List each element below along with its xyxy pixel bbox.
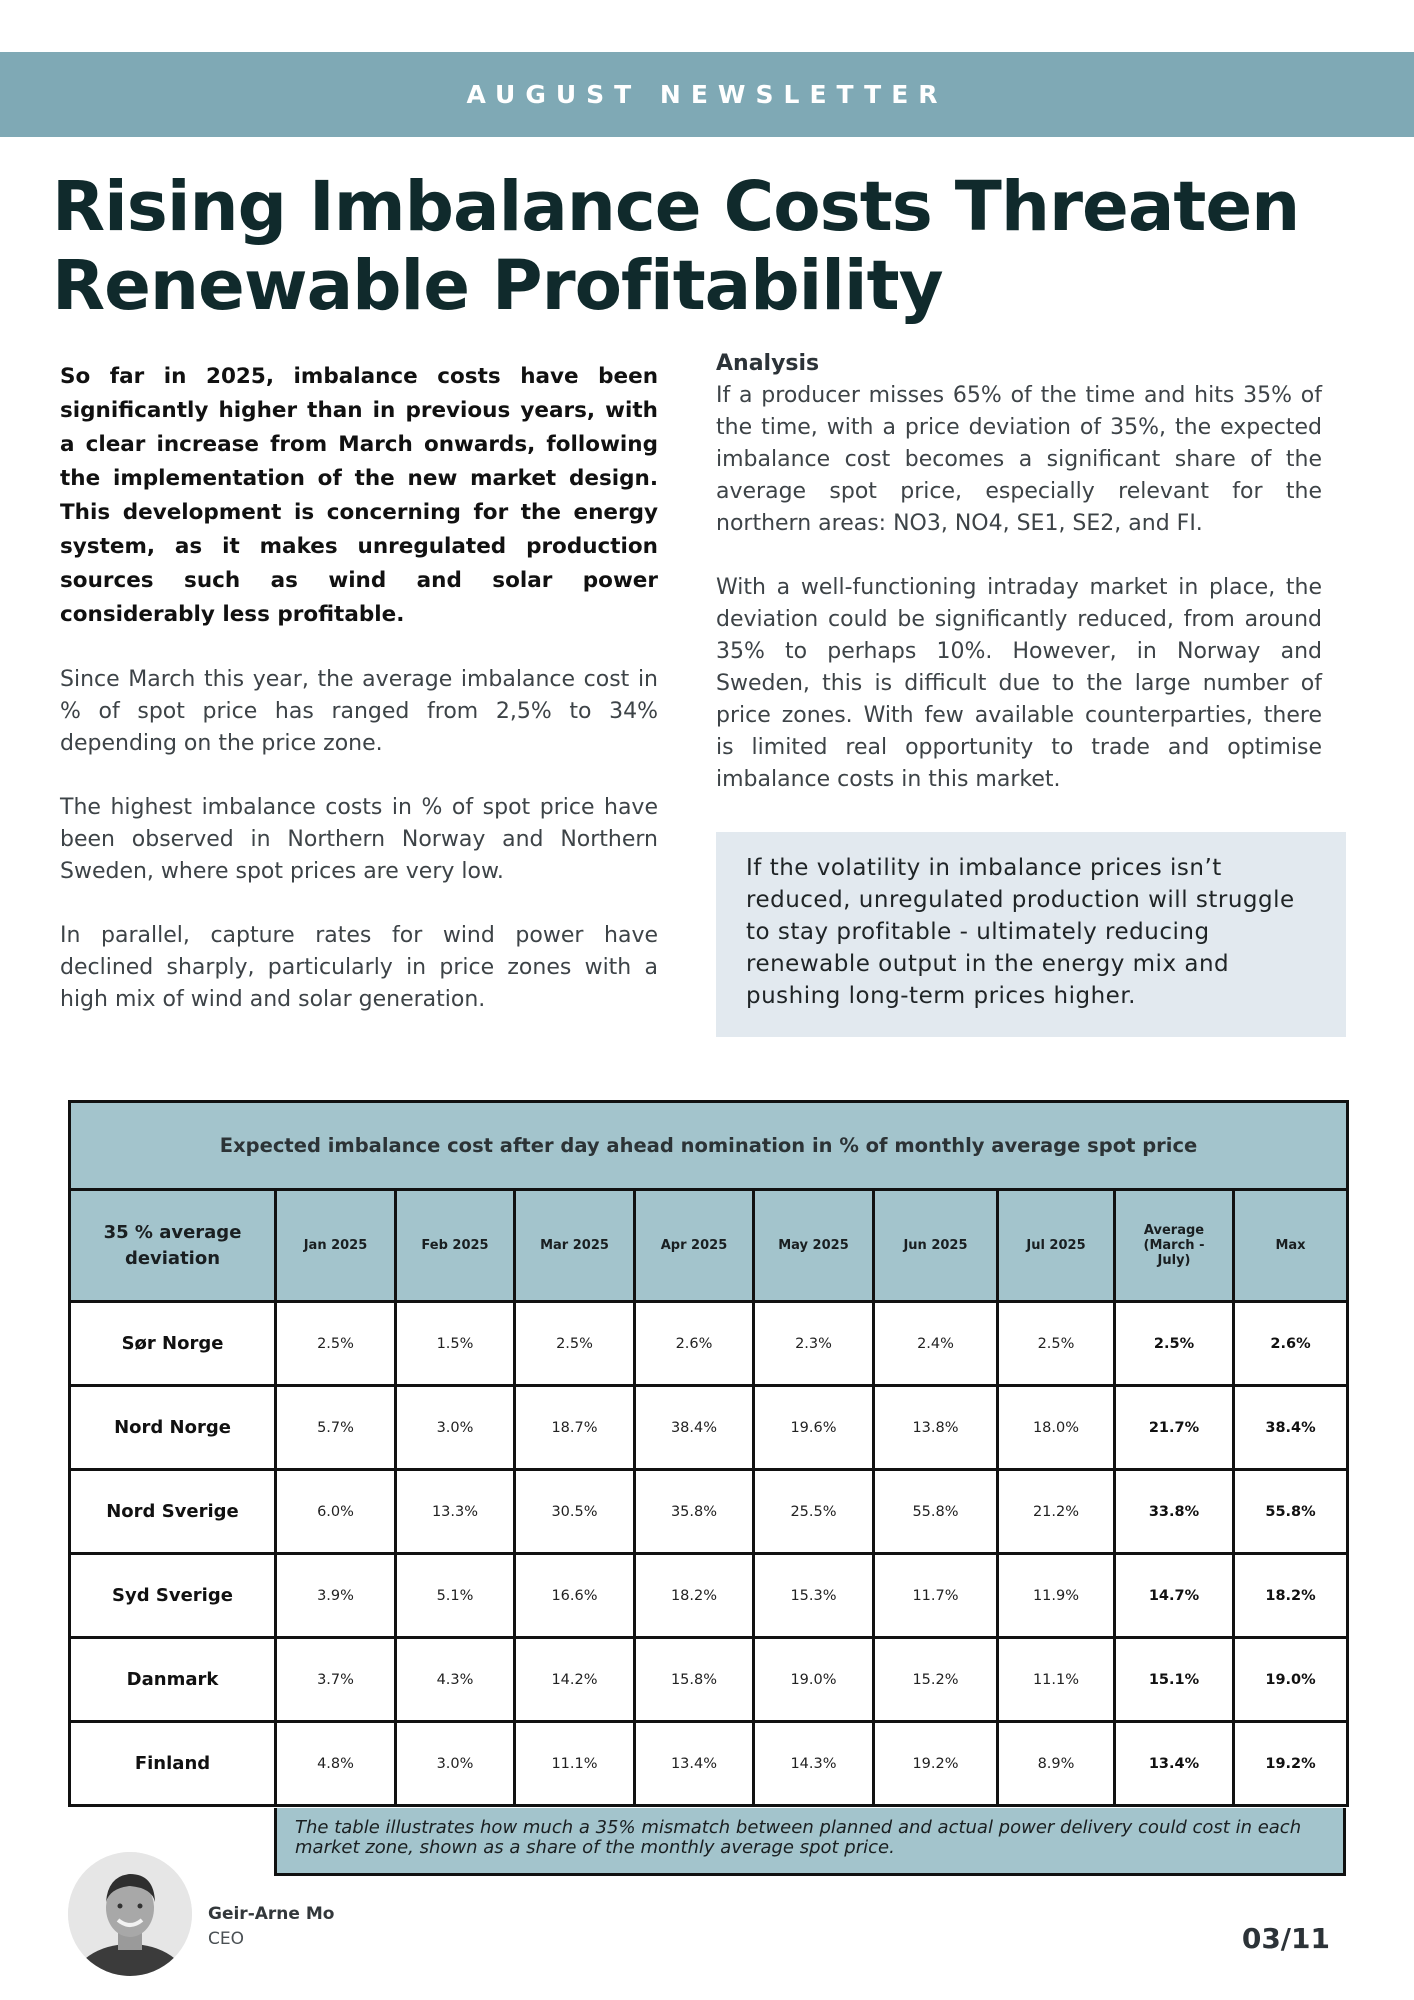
month-value-cell: 5.7%: [276, 1386, 396, 1470]
max-cell: 38.4%: [1234, 1386, 1348, 1470]
month-value-cell: 15.3%: [754, 1554, 874, 1638]
row-zone-name: Syd Sverige: [70, 1554, 276, 1638]
month-value-cell: 11.9%: [998, 1554, 1115, 1638]
month-value-cell: 18.0%: [998, 1386, 1115, 1470]
max-cell: 18.2%: [1234, 1554, 1348, 1638]
page-number: 03/11: [1241, 1922, 1330, 1955]
max-cell: 19.2%: [1234, 1722, 1348, 1806]
month-value-cell: 35.8%: [635, 1470, 754, 1554]
month-value-cell: 2.5%: [998, 1302, 1115, 1386]
table-caption: The table illustrates how much a 35% mismatch between planned and actual power delivery could cost in each market zone, shown as a share of the monthly average spot price.: [274, 1808, 1346, 1876]
analysis-paragraph-2: With a well-functioning intraday market in place, the deviation could be significantly reduced, from around 35% to perhaps 10%. However, in Norway and Sweden, this is difficult due to the large number of price zones. With few available counterparties, there is limited real opportunity to trade and optimise imbalance costs in this market.: [716, 575, 1322, 792]
average-cell: 13.4%: [1115, 1722, 1234, 1806]
month-value-cell: 55.8%: [874, 1470, 998, 1554]
month-value-cell: 18.7%: [515, 1386, 635, 1470]
column-header: Jun 2025: [874, 1190, 998, 1302]
banner-label: AUGUST NEWSLETTER: [466, 80, 948, 109]
portrait-photo-icon: [68, 1852, 192, 1976]
column-header: Feb 2025: [396, 1190, 515, 1302]
month-value-cell: 19.0%: [754, 1638, 874, 1722]
analysis-heading: Analysis: [716, 351, 820, 376]
author-name: Geir-Arne Mo: [208, 1904, 335, 1924]
month-value-cell: 30.5%: [515, 1470, 635, 1554]
month-value-cell: 1.5%: [396, 1302, 515, 1386]
table-row: [70, 1470, 1348, 1554]
average-cell: 15.1%: [1115, 1638, 1234, 1722]
right-column: [716, 348, 1322, 796]
max-cell: 19.0%: [1234, 1638, 1348, 1722]
month-value-cell: 3.7%: [276, 1638, 396, 1722]
average-cell: 14.7%: [1115, 1554, 1234, 1638]
month-value-cell: 2.5%: [276, 1302, 396, 1386]
row-zone-name: Danmark: [70, 1638, 276, 1722]
table-body: [70, 1302, 1348, 1806]
month-value-cell: 11.1%: [515, 1722, 635, 1806]
row-zone-name: Nord Sverige: [70, 1470, 276, 1554]
month-value-cell: 2.4%: [874, 1302, 998, 1386]
title-line-2: Renewable Profitability: [52, 246, 943, 326]
row-zone-name: Nord Norge: [70, 1386, 276, 1470]
row-zone-name: Finland: [70, 1722, 276, 1806]
month-value-cell: 2.5%: [515, 1302, 635, 1386]
month-value-cell: 13.8%: [874, 1386, 998, 1470]
month-value-cell: 13.3%: [396, 1470, 515, 1554]
table-row: [70, 1302, 1348, 1386]
table-row: [70, 1638, 1348, 1722]
max-cell: 2.6%: [1234, 1302, 1348, 1386]
column-header-average: Average (March - July): [1115, 1190, 1234, 1302]
title-line-1: Rising Imbalance Costs Threaten: [52, 167, 1300, 247]
author-role: CEO: [208, 1929, 244, 1949]
month-value-cell: 2.6%: [635, 1302, 754, 1386]
table-corner-header: 35 % average deviation: [70, 1190, 276, 1302]
column-header: May 2025: [754, 1190, 874, 1302]
left-column: [60, 360, 658, 1016]
month-value-cell: 8.9%: [998, 1722, 1115, 1806]
column-header: Jul 2025: [998, 1190, 1115, 1302]
column-header-max: Max: [1234, 1190, 1348, 1302]
month-value-cell: 15.2%: [874, 1638, 998, 1722]
month-value-cell: 25.5%: [754, 1470, 874, 1554]
page-title: [52, 168, 1352, 326]
lead-paragraph: So far in 2025, imbalance costs have been significantly higher than in previous years, with a clear increase from March onwards, following the implementation of the new market design. This development is concerning for the energy system, as it makes unregulated production sources such as wind and solar power considerably less profitable.: [60, 364, 658, 627]
month-value-cell: 11.1%: [998, 1638, 1115, 1722]
month-value-cell: 15.8%: [635, 1638, 754, 1722]
month-value-cell: 13.4%: [635, 1722, 754, 1806]
max-cell: 55.8%: [1234, 1470, 1348, 1554]
column-header: Apr 2025: [635, 1190, 754, 1302]
table-title: Expected imbalance cost after day ahead nomination in % of monthly average spot price: [70, 1102, 1348, 1190]
imbalance-cost-table: [68, 1100, 1349, 1807]
month-value-cell: 5.1%: [396, 1554, 515, 1638]
column-header: Mar 2025: [515, 1190, 635, 1302]
month-value-cell: 4.8%: [276, 1722, 396, 1806]
average-cell: 2.5%: [1115, 1302, 1234, 1386]
row-zone-name: Sør Norge: [70, 1302, 276, 1386]
table-row: [70, 1554, 1348, 1638]
month-value-cell: 3.9%: [276, 1554, 396, 1638]
table-row: [70, 1386, 1348, 1470]
month-value-cell: 19.6%: [754, 1386, 874, 1470]
month-value-cell: 18.2%: [635, 1554, 754, 1638]
month-value-cell: 19.2%: [874, 1722, 998, 1806]
month-value-cell: 11.7%: [874, 1554, 998, 1638]
author-avatar: [68, 1852, 192, 1976]
month-value-cell: 4.3%: [396, 1638, 515, 1722]
average-cell: 33.8%: [1115, 1470, 1234, 1554]
average-cell: 21.7%: [1115, 1386, 1234, 1470]
month-value-cell: 3.0%: [396, 1722, 515, 1806]
analysis-paragraph-1: If a producer misses 65% of the time and hits 35% of the time, with a price deviation of 35%, the expected imbalance cost becomes a significant share of the average spot price, especially relevant for the northern areas: NO3, NO4, SE1, SE2, and FI.: [716, 383, 1322, 536]
month-value-cell: 14.2%: [515, 1638, 635, 1722]
month-value-cell: 21.2%: [998, 1470, 1115, 1554]
month-value-cell: 38.4%: [635, 1386, 754, 1470]
newsletter-banner: [0, 52, 1414, 137]
paragraph-highest-costs: The highest imbalance costs in % of spot price have been observed in Northern Norway and Northern Sweden, where spot prices are very low.: [60, 795, 658, 884]
pull-quote-text: If the volatility in imbalance prices isn’t reduced, unregulated production will struggle to stay profitable - ultimately reducing renewable output in the energy mix and pushing long-term prices higher.: [746, 855, 1295, 1009]
column-header: Jan 2025: [276, 1190, 396, 1302]
table-header-row: [70, 1190, 1348, 1302]
pull-quote: [716, 832, 1346, 1037]
month-value-cell: 3.0%: [396, 1386, 515, 1470]
table-row: [70, 1722, 1348, 1806]
imbalance-table-wrapper: [68, 1100, 1346, 1807]
month-value-cell: 14.3%: [754, 1722, 874, 1806]
month-value-cell: 2.3%: [754, 1302, 874, 1386]
paragraph-capture-rates: In parallel, capture rates for wind power have declined sharply, particularly in price zones with a high mix of wind and solar generation.: [60, 923, 658, 1012]
month-value-cell: 16.6%: [515, 1554, 635, 1638]
paragraph-spot-range: Since March this year, the average imbalance cost in % of spot price has ranged from 2,5% to 34% depending on the price zone.: [60, 667, 658, 756]
month-value-cell: 6.0%: [276, 1470, 396, 1554]
